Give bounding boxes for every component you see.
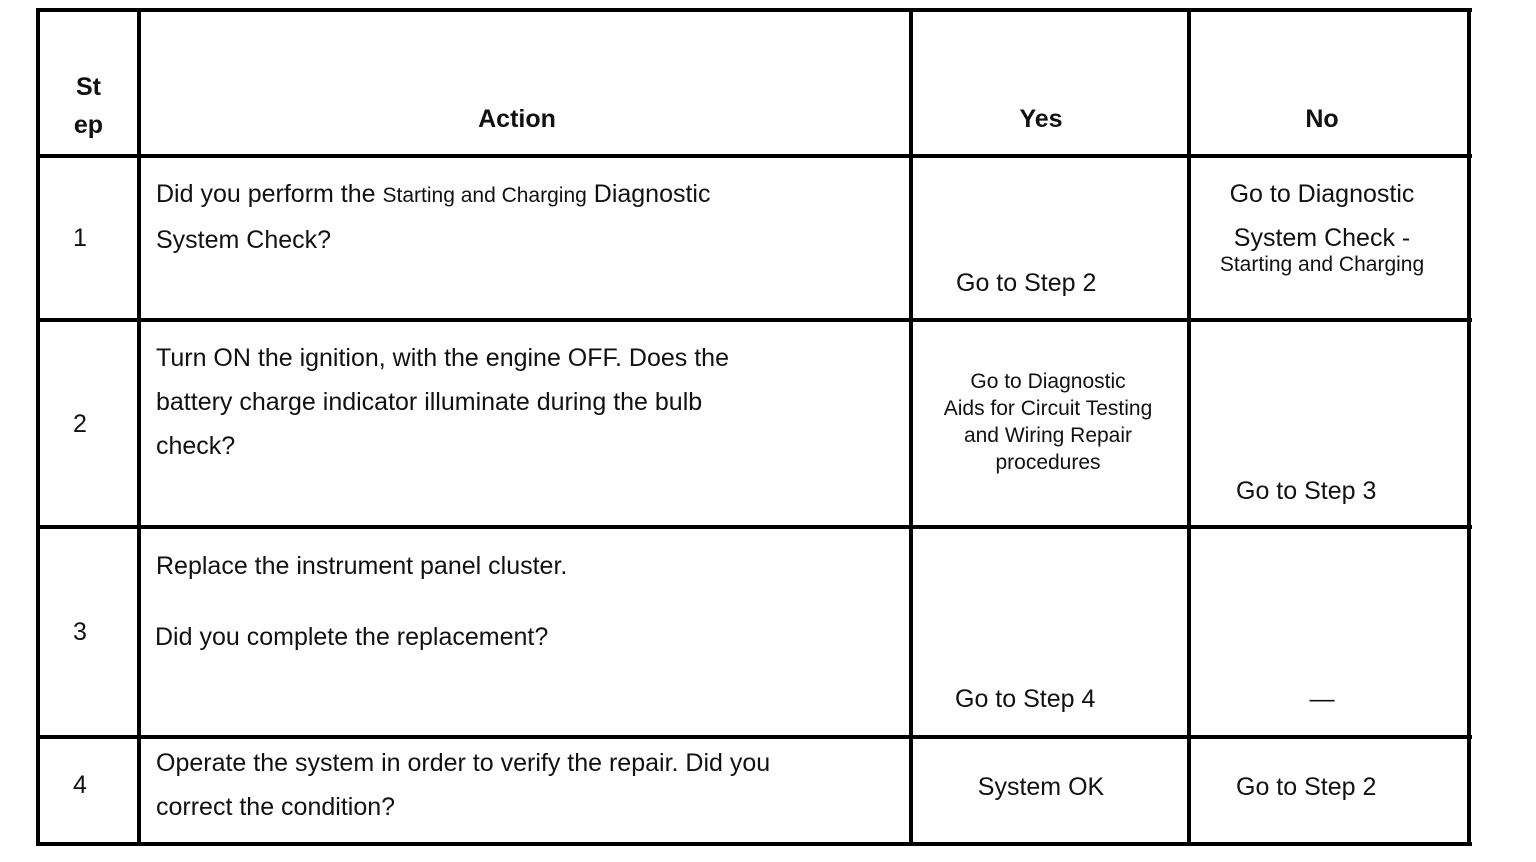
row2-no: Go to Step 3 (1236, 477, 1377, 505)
row4-step: 4 (73, 771, 87, 799)
row2-action-line3: check? (156, 432, 236, 460)
table-border-top (36, 8, 1472, 12)
row4-no: Go to Step 2 (1236, 773, 1377, 801)
row1-action-text-c: Diagnostic (586, 180, 711, 208)
header-step-line2: ep (73, 111, 104, 139)
row1-step: 1 (73, 224, 87, 252)
diagnostic-table (36, 8, 1472, 846)
row1-no-line3: Starting and Charging (1219, 253, 1425, 276)
header-no: No (1305, 105, 1339, 133)
row4-action (156, 741, 770, 829)
row2-yes-line3: and Wiring Repair (963, 424, 1133, 447)
row1-no (1191, 172, 1453, 276)
row1-no-line1: Go to Diagnostic (1229, 180, 1415, 208)
row3-yes: Go to Step 4 (955, 685, 1096, 713)
row3-action-line2: Did you complete the replacement? (155, 623, 549, 651)
row4-action-line1: Operate the system in order to verify the repair. Did you (156, 749, 771, 777)
row4-yes: System OK (977, 773, 1105, 801)
row4-action-line2: correct the condition? (156, 793, 396, 821)
row2-step: 2 (73, 410, 87, 438)
row1-yes: Go to Step 2 (956, 269, 1097, 297)
row2-action-line1: Turn ON the ignition, with the engine OFF. Does the (156, 344, 729, 372)
row2-action (156, 336, 729, 468)
header-action: Action (478, 105, 556, 133)
row1-action-line1 (156, 172, 710, 218)
row3-step: 3 (73, 618, 87, 646)
row1-action-text-a: Did you perform the (156, 180, 383, 208)
row-divider-1 (36, 318, 1472, 322)
row3-no: — (1309, 685, 1335, 713)
row2-yes-line1: Go to Diagnostic (970, 370, 1126, 393)
row-divider-header (36, 154, 1472, 158)
row-divider-2 (36, 525, 1472, 529)
row1-action-text-b: Starting and Charging (382, 184, 587, 207)
header-yes: Yes (1019, 105, 1063, 133)
row1-no-line2: System Check - (1233, 224, 1411, 252)
header-step (40, 68, 137, 144)
row2-yes (913, 368, 1183, 476)
row-divider-3 (36, 735, 1472, 739)
row2-action-line2: battery charge indicator illuminate during the bulb (156, 388, 703, 416)
header-step-line1: St (76, 73, 101, 101)
table-border-bottom (36, 842, 1472, 846)
table-border-right (1467, 8, 1471, 846)
row2-yes-line4: procedures (995, 451, 1101, 474)
row3-action-line1: Replace the instrument panel cluster. (156, 552, 568, 580)
row2-yes-line2: Aids for Circuit Testing (943, 397, 1153, 420)
row1-action-line2: System Check? (156, 226, 332, 254)
row1-action (156, 172, 710, 262)
